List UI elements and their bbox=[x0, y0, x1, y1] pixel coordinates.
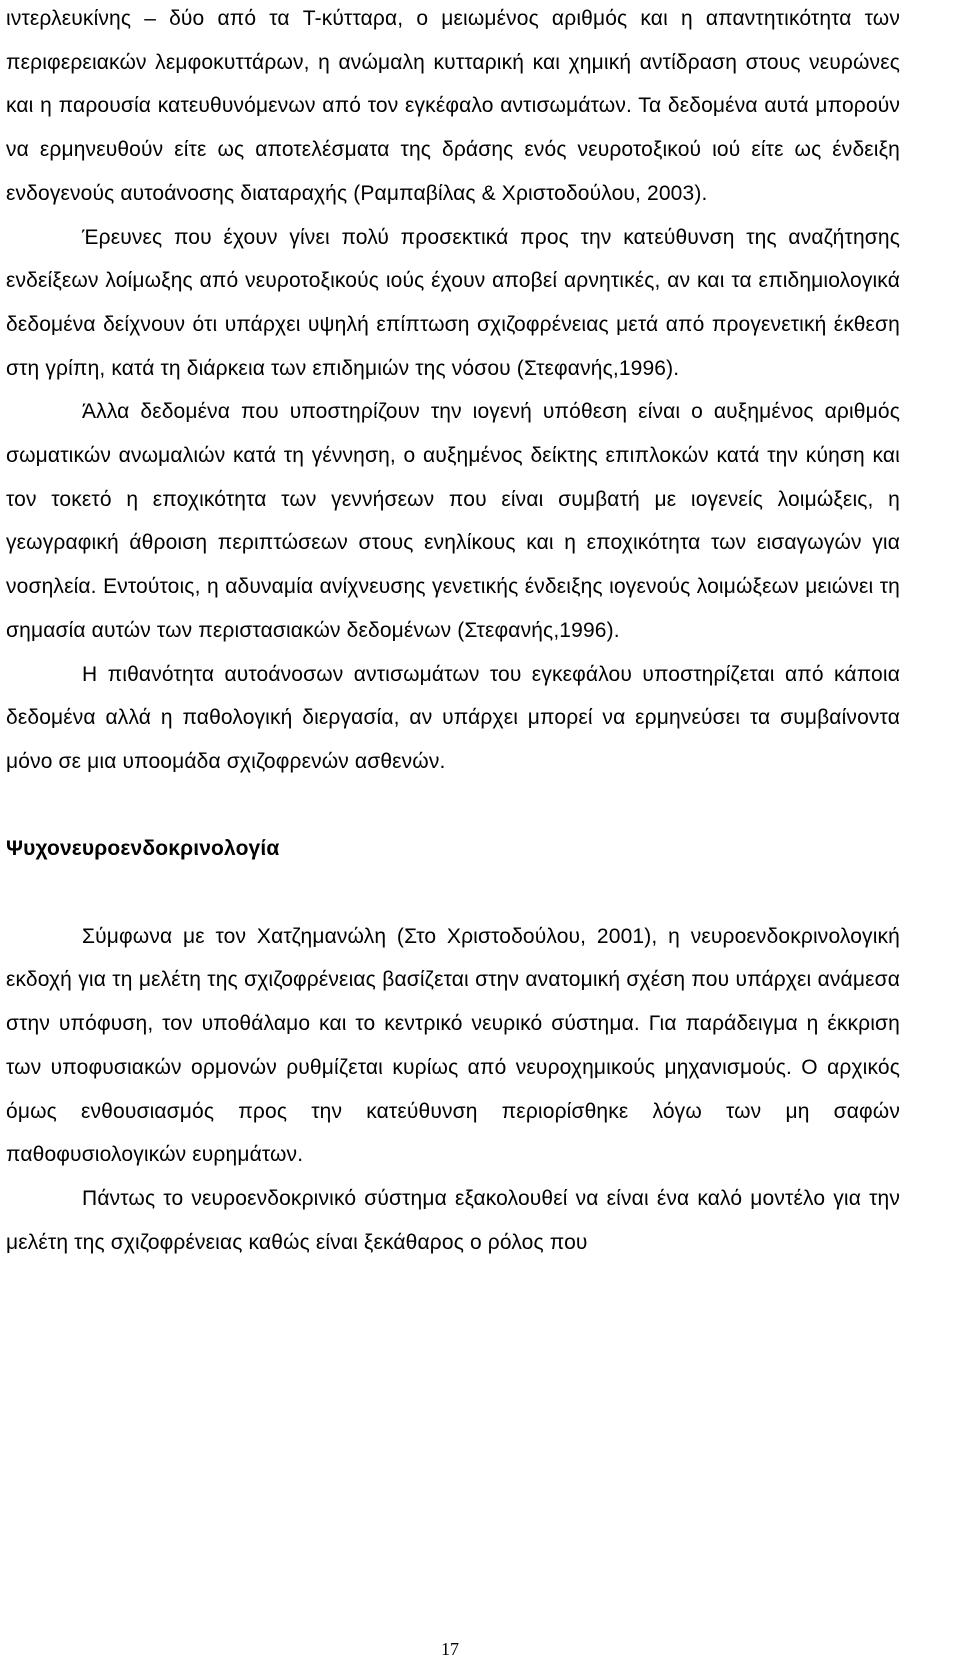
paragraph-viral-research: Έρευνες που έχουν γίνει πολύ προσεκτικά προς την κατεύθυνση της αναζήτησης ενδείξεων λοίμωξης από νευροτοξικούς ιούς έχουν αποβεί αρνητικές, αν και τα επιδημιολογικά δεδομένα δείχνουν ότι υπάρχει υψηλή επίπτωση σχιζοφρένειας μετά από προγενετική έκθεση στη γρίπη, κατά τη διάρκεια των επιδημιών της νόσου (Στεφανής,1996). bbox=[6, 225, 900, 380]
document-body bbox=[6, 0, 900, 1264]
paragraph-neuroendocrine: Σύμφωνα με τον Χατζημανώλη (Στο Χριστοδούλου, 2001), η νευροενδοκρινολογική εκδοχή για τη μελέτη της σχιζοφρένειας βασίζεται στην ανατομική σχέση που υπάρχει ανάμεσα στην υπόφυση, τον υποθάλαμο και το κεντρικό νευρικό σύστημα. Για παράδειγμα η έκκριση των υποφυσιακών ορμονών ρυθμίζεται κυρίως από νευροχημικούς μηχανισμούς. Ο αρχικός όμως ενθουσιασμός προς την κατεύθυνση περιορίσθηκε λόγω των μη σαφών παθοφυσιολογικών ευρημάτων. bbox=[6, 924, 900, 1167]
section-heading: Ψυχονευροενδοκρινολογία bbox=[6, 837, 280, 861]
paragraph-viral-hypothesis: Άλλα δεδομένα που υποστηρίζουν την ιογενή υπόθεση είναι ο αυξημένος αριθμός σωματικών ανωμαλιών κατά τη γέννηση, ο αυξημένος δείκτης επιπλοκών κατά την κύηση και τον τοκετό η εποχικότητα των γεννήσεων που είναι συμβατή με ιογενείς λοιμώξεις, η γεωγραφική άθροιση περιπτώσεων στους ενηλίκους και η εποχικότητα των εισαγωγών για νοσηλεία. Εντούτοις, η αδυναμία ανίχνευσης γενετικής ένδειξης ιογενούς λοιμώξεων μειώνει τη σημασία αυτών των περιστασιακών δεδομένων (Στεφανής,1996). bbox=[6, 400, 900, 642]
page-number: 17 bbox=[441, 1639, 459, 1659]
paragraph-continuation: ιντερλευκίνης – δύο από τα T-κύτταρα, ο μειωμένος αριθμός και η απαντητικότητα των περιφερειακών λεμφοκυττάρων, η ανώμαλη κυτταρική και χημική αντίδραση στους νευρώνες και η παρουσία κατευθυνόμενων από τον εγκέφαλο αντισωμάτων. Τα δεδομένα αυτά μπορούν να ερμηνευθούν είτε ως αποτελέσματα της δράσης ενός νευροτοξικού ιού είτε ως ένδειξη ενδογενούς αυτοάνοσης διαταραχής (Ραμπαβίλας & Χριστοδούλου, 2003). bbox=[6, 7, 900, 205]
paragraph-autoimmune-antibodies: Η πιθανότητα αυτοάνοσων αντισωμάτων του εγκεφάλου υποστηρίζεται από κάποια δεδομένα αλλά η παθολογική διεργασία, αν υπάρχει μπορεί να ερμηνεύσει τα συμβαίνοντα μόνο σε μια υποομάδα σχιζοφρενών ασθενών. bbox=[6, 662, 900, 773]
paragraph-neuroendocrine-model: Πάντως το νευροενδοκρινικό σύστημα εξακολουθεί να είναι ένα καλό μοντέλο για την μελέτη της σχιζοφρένειας καθώς είναι ξεκάθαρος ο ρόλος που bbox=[6, 1186, 900, 1254]
